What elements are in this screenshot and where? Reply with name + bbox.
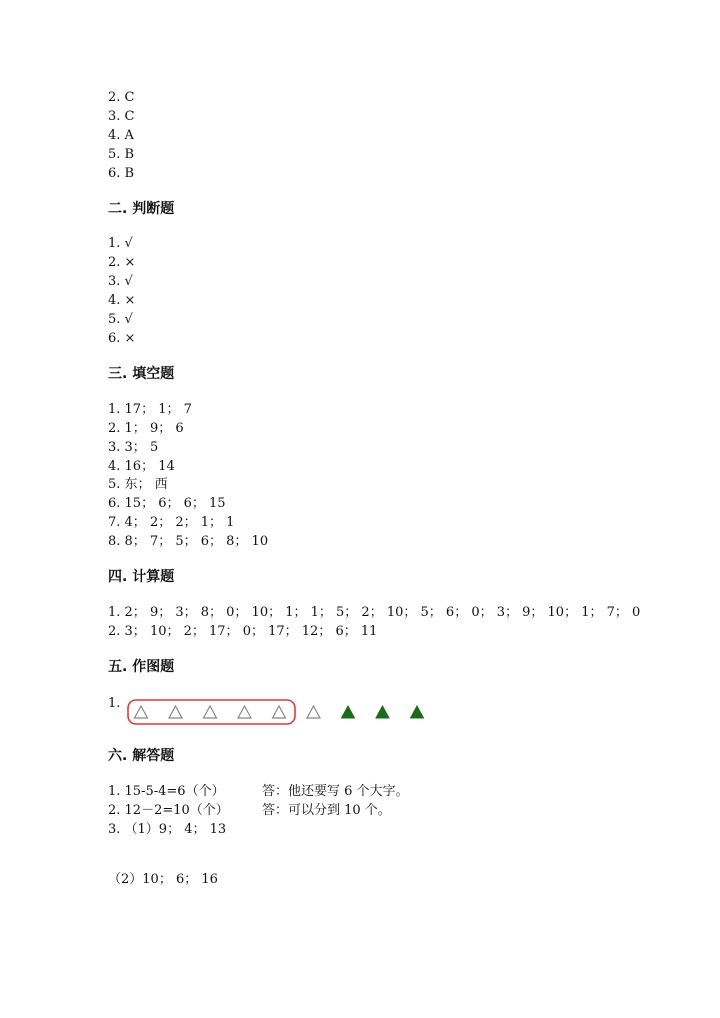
section-heading-fill-blank: 三. 填空题 <box>108 366 175 382</box>
drawing-item-label: 1. <box>108 696 121 711</box>
word-problem-equation: 1. 15-5-4=6（个） <box>108 784 225 799</box>
hollow-triangle-icon <box>238 706 251 718</box>
judgment-answer: 6. × <box>108 331 136 346</box>
calculation-answer: 2. 3； 10； 2； 17； 0； 17； 12； 6； 11 <box>108 624 378 639</box>
word-problem-answer: 答：可以分到 10 个。 <box>262 803 391 818</box>
mc-answer: 3. C <box>108 109 135 124</box>
filled-triangle-icon <box>411 706 424 718</box>
word-problem-equation: 3. （1）9； 4； 13 <box>108 822 227 837</box>
fill-blank-answer: 2. 1； 9； 6 <box>108 421 184 436</box>
hollow-triangle-icon <box>169 706 182 718</box>
fill-blank-answer: 3. 3； 5 <box>108 440 159 455</box>
mc-answer: 2. C <box>108 90 135 105</box>
judgment-answer: 4. × <box>108 293 136 308</box>
mc-answer: 5. B <box>108 147 135 162</box>
word-problem-equation: 2. 12－2=10（个） <box>108 803 229 818</box>
fill-blank-answer: 4. 16； 14 <box>108 459 175 474</box>
fill-blank-answer: 1. 17； 1； 7 <box>108 402 192 417</box>
hollow-triangle-icon <box>273 706 286 718</box>
judgment-answer: 3. √ <box>108 274 133 289</box>
section-heading-word-problems: 六. 解答题 <box>108 748 175 764</box>
hollow-triangle-icon <box>204 706 217 718</box>
filled-triangle-icon <box>342 706 355 718</box>
fill-blank-answer: 7. 4； 2； 2； 1； 1 <box>108 515 235 530</box>
triangle-drawing <box>126 696 431 728</box>
word-problem-answer: 答：他还要写 6 个大字。 <box>262 784 409 799</box>
mc-answer: 6. B <box>108 166 135 181</box>
section-heading-judgment: 二. 判断题 <box>108 201 175 217</box>
hollow-triangle-icon <box>135 706 148 718</box>
judgment-answer: 2. × <box>108 255 136 270</box>
judgment-answer: 1. √ <box>108 236 133 251</box>
mc-answer: 4. A <box>108 128 134 143</box>
judgment-answer: 5. √ <box>108 312 133 327</box>
fill-blank-answer: 5. 东； 西 <box>108 477 168 492</box>
fill-blank-answer: 6. 15； 6； 6； 15 <box>108 496 226 511</box>
fill-blank-answer: 8. 8； 7； 5； 6； 8； 10 <box>108 534 269 549</box>
section-heading-drawing: 五. 作图题 <box>108 659 175 675</box>
calculation-answer: 1. 2； 9； 3； 8； 0； 10； 1； 1； 5； 2； 10； 5； 6； 0； 3； 9； 10； 1； 7； 0 <box>108 605 641 620</box>
circled-group-outline <box>128 700 295 724</box>
filled-triangle-icon <box>376 706 389 718</box>
hollow-triangle-icon <box>307 706 320 718</box>
section-heading-calculation: 四. 计算题 <box>108 569 175 585</box>
word-problem-equation: （2）10； 6； 16 <box>108 872 218 887</box>
